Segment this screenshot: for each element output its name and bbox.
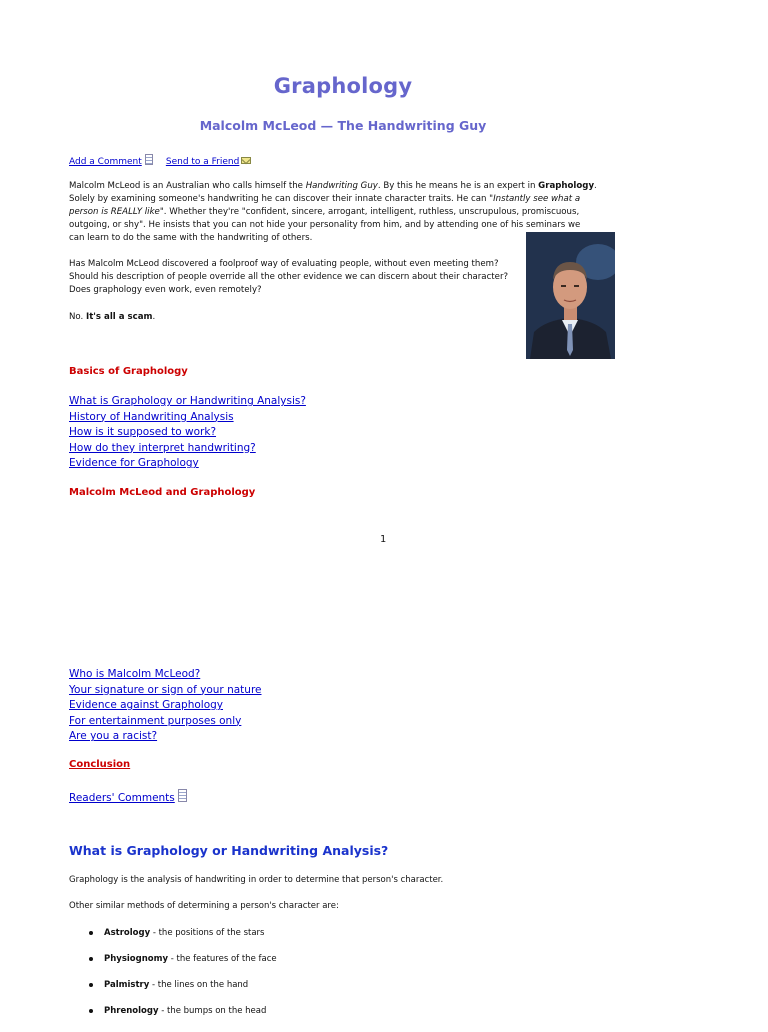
toc-link-how-interpret[interactable]: How do they interpret handwriting? <box>69 441 256 454</box>
portrait-photo <box>526 232 615 359</box>
section-heading: What is Graphology or Handwriting Analysis? <box>69 843 389 858</box>
section-paragraph-2: Other similar methods of determining a person's character are: <box>69 901 339 911</box>
methods-list <box>69 928 569 1032</box>
page-subtitle: Malcolm McLeod — The Handwriting Guy <box>199 118 487 133</box>
toc-link-what-is-graphology[interactable]: What is Graphology or Handwriting Analysis? <box>69 395 306 407</box>
toc-link-entertainment[interactable]: For entertainment purposes only <box>69 714 242 727</box>
page-number: 1 <box>380 534 387 545</box>
list-item: Physiognomy - the features of the face <box>69 954 569 980</box>
toc-link-history[interactable]: History of Handwriting Analysis <box>69 410 234 423</box>
send-to-friend-link[interactable]: Send to a Friend <box>165 157 240 167</box>
page-title: Graphology <box>273 74 413 98</box>
action-bar <box>69 149 251 168</box>
list-item: Astrology - the positions of the stars <box>69 928 569 954</box>
mcleod-toc <box>69 667 262 745</box>
readers-comments-link[interactable]: Readers' Comments <box>69 792 175 804</box>
toc-link-signature[interactable]: Your signature or sign of your nature <box>69 683 262 696</box>
basics-toc <box>69 394 306 472</box>
basics-heading: Basics of Graphology <box>69 366 188 377</box>
toc-link-how-supposed-to-work[interactable]: How is it supposed to work? <box>69 426 217 439</box>
toc-link-evidence-for[interactable]: Evidence for Graphology <box>69 457 199 470</box>
intro-paragraph-2: Has Malcolm McLeod discovered a foolproof way of evaluating people, without even meeting them? Should his description of people override all the other evidence we can discern about their character? Does graphology even work, even remotely? <box>69 259 509 295</box>
document-icon[interactable] <box>145 154 153 165</box>
toc-link-evidence-against[interactable]: Evidence against Graphology <box>69 699 223 712</box>
document-icon[interactable] <box>178 789 187 802</box>
section-paragraph-1: Graphology is the analysis of handwriting in order to determine that person's character. <box>69 875 444 885</box>
readers-comments <box>69 789 187 804</box>
list-item: Phrenology - the bumps on the head <box>69 1006 569 1032</box>
intro-paragraph-1: Malcolm McLeod is an Australian who calls himself the Handwriting Guy. By this he means he is an expert in Graphology. Solely by examining someone's handwriting he can discover their innate character traits. He can "Instantly see what a person is REALLY like". Whether they're "confident, sincere, arrogant, intelligent, ruthless, unscrupulous, promiscuous, outgoing, or shy". He insists that you can not hide your personality from him, and by attending one of his seminars we can learn to do the same with the handwriting of others. <box>69 181 597 243</box>
toc-link-racist[interactable]: Are you a racist? <box>69 730 158 743</box>
envelope-icon[interactable] <box>241 157 251 164</box>
toc-link-who-is-mcleod[interactable]: Who is Malcolm McLeod? <box>69 668 201 680</box>
mcleod-heading: Malcolm McLeod and Graphology <box>69 487 256 498</box>
list-item: Palmistry - the lines on the hand <box>69 980 569 1006</box>
intro-paragraph-3: No. It's all a scam. <box>69 312 156 322</box>
add-comment-link[interactable]: Add a Comment <box>69 157 142 167</box>
conclusion-link[interactable]: Conclusion <box>69 759 131 770</box>
